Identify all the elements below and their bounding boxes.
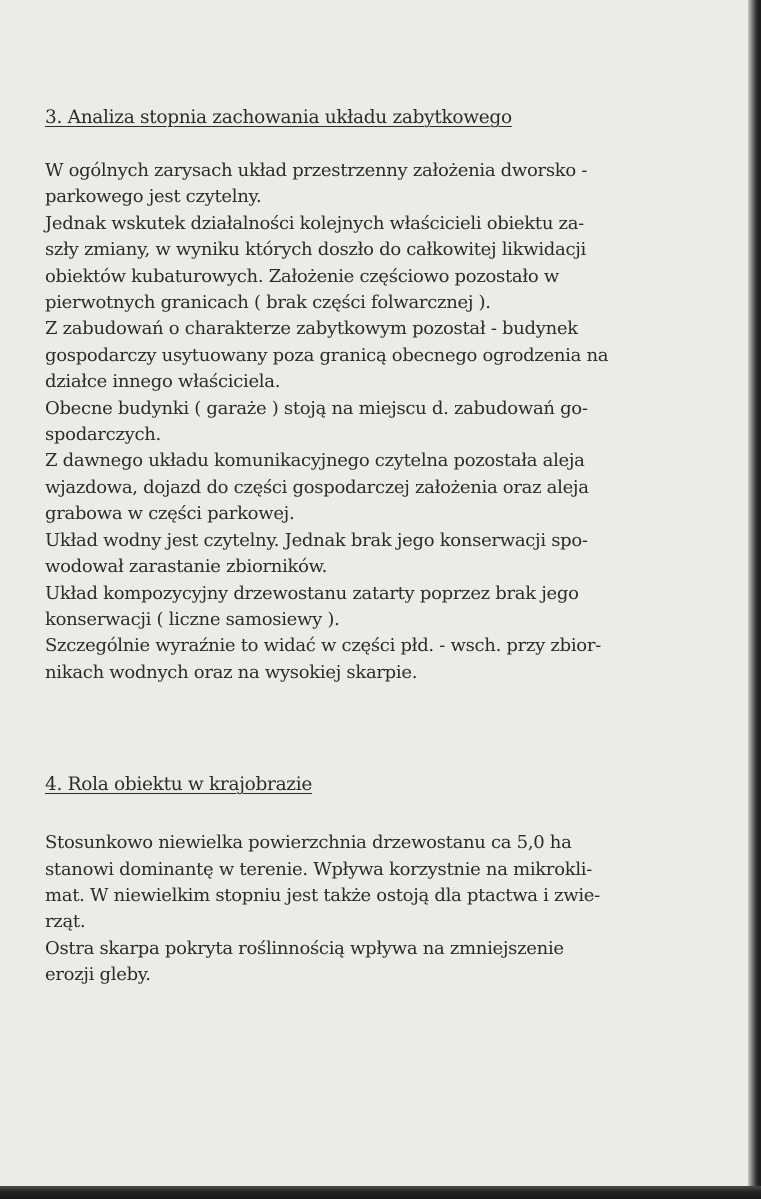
- text-line: Ostra skarpa pokryta roślinnością wpływa na zmniejszenie: [45, 937, 564, 959]
- text-line: obiektów kubaturowych. Założenie częściowo pozostało w: [45, 265, 559, 287]
- text-line: spodarczych.: [45, 424, 161, 446]
- text-line: Układ kompozycyjny drzewostanu zatarty poprzez brak jego: [45, 582, 579, 604]
- section-4-heading: 4. Rola obiektu w krajobrazie: [45, 774, 313, 796]
- text-line: Obecne budynki ( garaże ) stoją na miejscu d. zabudowań go-: [45, 397, 588, 419]
- text-line: Stosunkowo niewielka powierzchnia drzewostanu ca 5,0 ha: [45, 832, 572, 854]
- text-line: rząt.: [45, 911, 86, 933]
- text-line: stanowi dominantę w terenie. Wpływa korzystnie na mikrokli-: [45, 858, 593, 880]
- text-line: Szczególnie wyraźnie to widać w części płd. - wsch. przy zbior-: [45, 635, 601, 657]
- text-line: konserwacji ( liczne samosiewy ).: [45, 608, 340, 630]
- text-line: wodował zarastanie zbiorników.: [45, 556, 328, 578]
- text-line: Układ wodny jest czytelny. Jednak brak jego konserwacji spo-: [45, 529, 588, 551]
- section-3-body: [45, 158, 685, 686]
- section-4-body: [45, 830, 685, 988]
- text-line: pierwotnych granicach ( brak części folwarcznej ).: [45, 292, 491, 314]
- text-line: Z dawnego układu komunikacyjnego czytelna pozostała aleja: [45, 450, 585, 472]
- text-line: W ogólnych zarysach układ przestrzenny założenia dworsko -: [45, 160, 588, 181]
- page-right-edge-shadow: [748, 0, 761, 1199]
- text-line: parkowego jest czytelny.: [45, 186, 262, 208]
- text-line: szły zmiany, w wyniku których doszło do całkowitej likwidacji: [45, 239, 586, 261]
- text-line: grabowa w części parkowej.: [45, 503, 295, 525]
- text-line: mat. W niewielkim stopniu jest także ostoją dla ptactwa i zwie-: [45, 884, 600, 906]
- text-line: wjazdowa, dojazd do części gospodarczej założenia oraz aleja: [45, 476, 589, 498]
- text-line: Jednak wskutek działalności kolejnych właścicieli obiektu za-: [45, 212, 584, 234]
- text-line: Z zabudowań o charakterze zabytkowym pozostał - budynek: [45, 318, 578, 340]
- text-line: erozji gleby.: [45, 964, 151, 986]
- document-content: [45, 105, 685, 989]
- text-line: gospodarczy usytuowany poza granicą obecnego ogrodzenia na: [45, 344, 609, 366]
- page-bottom-edge-shadow: [0, 1186, 761, 1199]
- section-3-heading: 3. Analiza stopnia zachowania układu zabytkowego: [45, 107, 512, 128]
- text-line: działce innego właściciela.: [45, 371, 281, 393]
- text-line: nikach wodnych oraz na wysokiej skarpie.: [45, 661, 418, 683]
